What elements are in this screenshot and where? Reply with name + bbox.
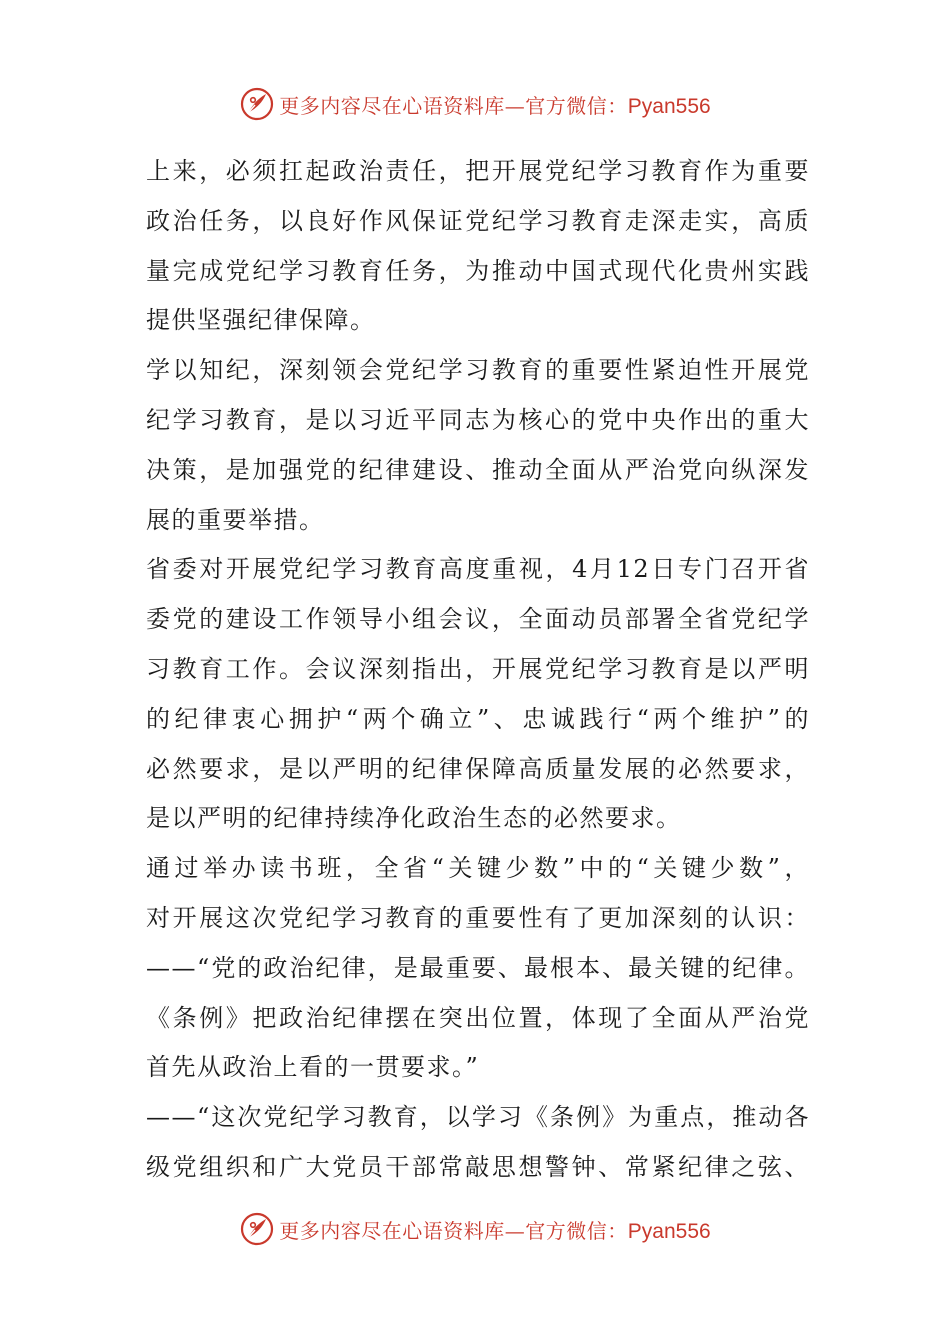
wechat-id: Pyan556: [627, 1219, 711, 1243]
text-line: 级党组织和广大党员干部常敲思想警钟、常紧纪律之弦、: [146, 1152, 810, 1181]
text-line: 决策，是加强党的纪律建设、推动全面从严治党向纵深发: [146, 455, 810, 484]
text-line: 必然要求，是以严明的纪律保障高质量发展的必然要求，: [146, 754, 810, 783]
text-line: 是以严明的纪律持续净化政治生态的必然要求。: [146, 804, 682, 833]
text-line: 《条例》把政治纪律摆在突出位置，体现了全面从严治党: [146, 1003, 810, 1032]
text-line: 学以知纪，深刻领会党纪学习教育的重要性紧迫性开展党: [146, 356, 810, 385]
footer-watermark: [0, 1207, 950, 1251]
text-line: ——“党的政治纪律，是最重要、最根本、最关键的纪律。: [146, 953, 810, 982]
quill-pen-icon: [239, 86, 275, 122]
watermark-text: 更多内容尽在心语资料库—官方微信：Pyan556: [279, 93, 711, 118]
text-line: 纪学习教育，是以习近平同志为核心的党中央作出的重大: [146, 405, 810, 434]
text-line: 量完成党纪学习教育任务，为推动中国式现代化贵州实践: [146, 256, 810, 285]
quill-pen-icon: [239, 1211, 275, 1247]
text-line: 首先从政治上看的一贯要求。”: [146, 1053, 480, 1082]
text-line: 的纪律衷心拥护“两个确立”、忠诚践行“两个维护”的: [146, 704, 810, 733]
document-body: [146, 147, 810, 1193]
text-line: 展的重要举措。: [146, 505, 325, 534]
text-line: 通过举办读书班，全省“关键少数”中的“关键少数”，: [146, 854, 810, 883]
text-line: 委党的建设工作领导小组会议，全面动员部署全省党纪学: [146, 605, 810, 634]
text-line: 省委对开展党纪学习教育高度重视，4月12日专门召开省: [146, 555, 810, 584]
watermark-text: 更多内容尽在心语资料库—官方微信：Pyan556: [279, 1218, 711, 1243]
text-line: ——“这次党纪学习教育，以学习《条例》为重点，推动各: [146, 1103, 810, 1132]
text-line: 对开展这次党纪学习教育的重要性有了更加深刻的认识：: [146, 903, 810, 932]
text-line: 政治任务，以良好作风保证党纪学习教育走深走实，高质: [146, 206, 810, 235]
header-watermark: [0, 82, 950, 126]
text-line: 提供坚强纪律保障。: [146, 306, 376, 335]
wechat-id: Pyan556: [627, 94, 711, 118]
text-line: 上来，必须扛起政治责任，把开展党纪学习教育作为重要: [146, 157, 810, 185]
text-line: 习教育工作。会议深刻指出，开展党纪学习教育是以严明: [146, 654, 810, 683]
